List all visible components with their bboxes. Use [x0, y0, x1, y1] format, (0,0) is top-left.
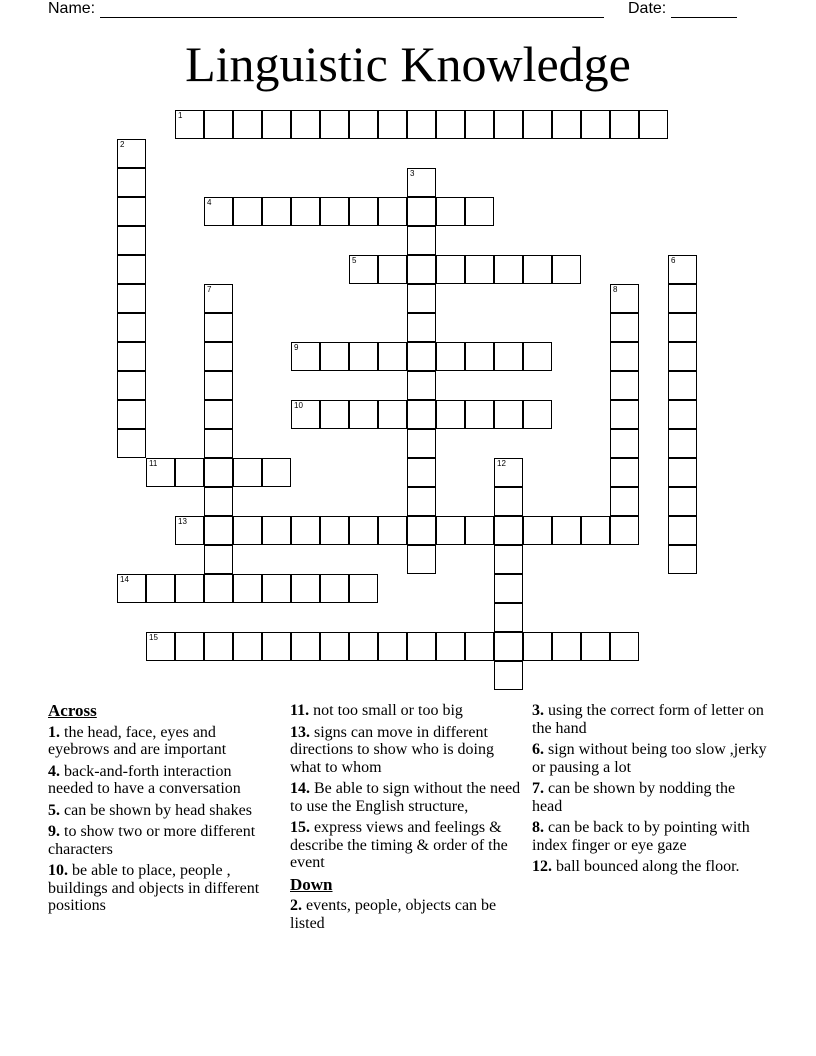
grid-cell[interactable]	[494, 632, 523, 661]
grid-cell[interactable]	[117, 226, 146, 255]
grid-cell[interactable]	[204, 197, 233, 226]
grid-cell[interactable]	[494, 487, 523, 516]
date-label: Date:	[628, 0, 667, 17]
grid-cell[interactable]	[407, 545, 436, 574]
grid-cell[interactable]	[494, 603, 523, 632]
grid-cell[interactable]	[291, 574, 320, 603]
grid-cell[interactable]	[204, 284, 233, 313]
grid-cell[interactable]	[349, 574, 378, 603]
clue-across-9: 9. to show two or more different characters	[48, 823, 256, 858]
grid-cell[interactable]	[465, 400, 494, 429]
cell-number: 3	[410, 169, 415, 178]
grid-cell[interactable]	[436, 110, 465, 139]
grid-cell[interactable]	[407, 400, 436, 429]
grid-cell[interactable]	[262, 516, 291, 545]
grid-cell[interactable]	[552, 110, 581, 139]
grid-cell[interactable]	[204, 516, 233, 545]
grid-cell[interactable]	[407, 458, 436, 487]
grid-cell[interactable]	[494, 110, 523, 139]
grid-cell[interactable]	[378, 516, 407, 545]
grid-cell[interactable]	[117, 400, 146, 429]
grid-cell[interactable]	[494, 342, 523, 371]
grid-cell[interactable]	[407, 255, 436, 284]
grid-cell[interactable]	[610, 516, 639, 545]
grid-cell[interactable]	[378, 110, 407, 139]
grid-cell[interactable]	[378, 400, 407, 429]
grid-cell[interactable]	[436, 400, 465, 429]
grid-cell[interactable]	[494, 545, 523, 574]
grid-cell[interactable]	[262, 110, 291, 139]
grid-cell[interactable]	[494, 516, 523, 545]
grid-cell[interactable]	[117, 342, 146, 371]
grid-cell[interactable]	[233, 458, 262, 487]
grid-cell[interactable]	[552, 632, 581, 661]
grid-cell[interactable]	[407, 110, 436, 139]
grid-cell[interactable]	[320, 574, 349, 603]
cell-number: 6	[671, 256, 676, 265]
clue-down-8: 8. can be back to by pointing with index finger or eye gaze	[532, 819, 750, 854]
grid-cell[interactable]	[610, 429, 639, 458]
grid-cell[interactable]	[668, 284, 697, 313]
grid-cell[interactable]	[407, 487, 436, 516]
grid-cell[interactable]	[117, 429, 146, 458]
grid-cell[interactable]	[494, 458, 523, 487]
grid-cell[interactable]	[436, 342, 465, 371]
grid-cell[interactable]	[523, 632, 552, 661]
cell-number: 5	[352, 256, 357, 265]
grid-cell[interactable]	[349, 342, 378, 371]
grid-cell[interactable]	[378, 632, 407, 661]
clue-down-12: 12. ball bounced along the floor.	[532, 858, 740, 875]
grid-cell[interactable]	[233, 632, 262, 661]
grid-cell[interactable]	[494, 574, 523, 603]
grid-cell[interactable]	[523, 255, 552, 284]
grid-cell[interactable]	[407, 197, 436, 226]
grid-cell[interactable]	[262, 574, 291, 603]
grid-cell[interactable]	[175, 632, 204, 661]
grid-cell[interactable]	[465, 342, 494, 371]
clues-column-2	[290, 702, 526, 936]
grid-cell[interactable]	[204, 400, 233, 429]
grid-cell[interactable]	[668, 487, 697, 516]
grid-cell[interactable]	[320, 197, 349, 226]
grid-cell[interactable]	[494, 661, 523, 690]
cell-number: 7	[207, 285, 212, 294]
across-heading: Across	[48, 701, 97, 720]
grid-cell[interactable]	[262, 197, 291, 226]
grid-cell[interactable]	[639, 110, 668, 139]
grid-cell[interactable]	[349, 516, 378, 545]
grid-cell[interactable]	[349, 255, 378, 284]
clue-across-11: 11. not too small or too big	[290, 702, 463, 719]
cell-number: 4	[207, 198, 212, 207]
grid-cell[interactable]	[552, 255, 581, 284]
grid-cell[interactable]	[349, 632, 378, 661]
grid-cell[interactable]	[581, 516, 610, 545]
grid-cell[interactable]	[436, 255, 465, 284]
grid-cell[interactable]	[552, 516, 581, 545]
grid-cell[interactable]	[175, 110, 204, 139]
grid-cell[interactable]	[523, 342, 552, 371]
grid-cell[interactable]	[320, 632, 349, 661]
grid-cell[interactable]	[465, 197, 494, 226]
grid-cell[interactable]	[204, 342, 233, 371]
clue-across-1: 1. the head, face, eyes and eyebrows and are important	[48, 723, 227, 758]
grid-cell[interactable]	[407, 284, 436, 313]
grid-cell[interactable]	[523, 516, 552, 545]
grid-cell[interactable]	[494, 400, 523, 429]
grid-cell[interactable]	[407, 313, 436, 342]
grid-cell[interactable]	[668, 516, 697, 545]
clue-across-15: 15. express views and feelings & describe the timing & order of the event	[290, 819, 508, 871]
cell-number: 2	[120, 140, 125, 149]
grid-cell[interactable]	[291, 197, 320, 226]
grid-cell[interactable]	[668, 255, 697, 284]
clues-column-3	[532, 702, 768, 880]
grid-cell[interactable]	[349, 400, 378, 429]
grid-cell[interactable]	[407, 168, 436, 197]
grid-cell[interactable]	[465, 516, 494, 545]
grid-cell[interactable]	[668, 400, 697, 429]
grid-cell[interactable]	[204, 574, 233, 603]
grid-cell[interactable]	[668, 313, 697, 342]
clue-across-14: 14. Be able to sign without the need to use the English structure,	[290, 780, 521, 815]
grid-cell[interactable]	[117, 139, 146, 168]
grid-cell[interactable]	[204, 458, 233, 487]
grid-cell[interactable]	[523, 110, 552, 139]
grid-cell[interactable]	[581, 110, 610, 139]
grid-cell[interactable]	[146, 458, 175, 487]
grid-cell[interactable]	[436, 632, 465, 661]
grid-cell[interactable]	[117, 574, 146, 603]
clue-across-5: 5. can be shown by head shakes	[48, 801, 252, 819]
grid-cell[interactable]	[233, 516, 262, 545]
clue-down-3: 3. using the correct form of letter on the hand	[532, 702, 764, 737]
cell-number: 9	[294, 343, 299, 352]
page-title: Linguistic Knowledge	[185, 36, 631, 92]
down-heading: Down	[290, 874, 333, 894]
cell-number: 10	[294, 401, 303, 410]
clues-column-1	[48, 702, 280, 919]
grid-cell[interactable]	[610, 110, 639, 139]
grid-cell[interactable]	[320, 110, 349, 139]
clue-across-4: 4. back-and-forth interaction needed to have a conversation	[48, 762, 241, 797]
grid-cell[interactable]	[610, 371, 639, 400]
grid-cell[interactable]	[233, 574, 262, 603]
grid-cell[interactable]	[117, 371, 146, 400]
grid-cell[interactable]	[233, 197, 262, 226]
grid-cell[interactable]	[262, 632, 291, 661]
grid-cell[interactable]	[581, 632, 610, 661]
cell-number: 12	[497, 459, 506, 468]
grid-cell[interactable]	[610, 487, 639, 516]
name-label: Name:	[48, 0, 96, 17]
grid-cell[interactable]	[175, 574, 204, 603]
grid-cell[interactable]	[233, 110, 262, 139]
grid-cell[interactable]	[146, 632, 175, 661]
grid-cell[interactable]	[494, 255, 523, 284]
cell-number: 8	[613, 285, 618, 294]
cell-number: 13	[178, 517, 187, 526]
grid-cell[interactable]	[349, 197, 378, 226]
grid-cell[interactable]	[465, 255, 494, 284]
clue-across-13: 13. signs can move in different directions to show who is doing what to whom	[290, 723, 494, 776]
grid-cell[interactable]	[117, 313, 146, 342]
grid-cell[interactable]	[320, 400, 349, 429]
cell-number: 15	[149, 633, 158, 642]
grid-cell[interactable]	[436, 516, 465, 545]
grid-cell[interactable]	[465, 632, 494, 661]
grid-cell[interactable]	[465, 110, 494, 139]
grid-cell[interactable]	[291, 516, 320, 545]
grid-cell[interactable]	[523, 400, 552, 429]
grid-cell[interactable]	[436, 197, 465, 226]
grid-cell[interactable]	[117, 168, 146, 197]
grid-cell[interactable]	[610, 632, 639, 661]
grid-cell[interactable]	[204, 429, 233, 458]
grid-cell[interactable]	[204, 371, 233, 400]
grid-cell[interactable]	[407, 632, 436, 661]
grid-cell[interactable]	[668, 429, 697, 458]
grid-cell[interactable]	[668, 545, 697, 574]
grid-cell[interactable]	[610, 313, 639, 342]
cell-number: 14	[120, 575, 129, 584]
grid-cell[interactable]	[204, 313, 233, 342]
clue-down-2: 2. events, people, objects can be listed	[290, 897, 497, 932]
grid-cell[interactable]	[175, 458, 204, 487]
grid-cell[interactable]	[320, 516, 349, 545]
grid-cell[interactable]	[117, 197, 146, 226]
grid-cell[interactable]	[610, 458, 639, 487]
grid-cell[interactable]	[204, 487, 233, 516]
clue-down-7: 7. can be shown by nodding the head	[532, 780, 736, 815]
grid-cell[interactable]	[204, 632, 233, 661]
grid-cell[interactable]	[146, 574, 175, 603]
grid-cell[interactable]	[291, 110, 320, 139]
grid-cell[interactable]	[349, 110, 378, 139]
grid-cell[interactable]	[610, 400, 639, 429]
grid-cell[interactable]	[204, 110, 233, 139]
grid-cell[interactable]	[262, 458, 291, 487]
grid-cell[interactable]	[668, 458, 697, 487]
grid-cell[interactable]	[291, 632, 320, 661]
grid-cell[interactable]	[291, 342, 320, 371]
grid-cell[interactable]	[407, 429, 436, 458]
grid-cell[interactable]	[668, 342, 697, 371]
grid-cell[interactable]	[407, 226, 436, 255]
grid-cell[interactable]	[407, 342, 436, 371]
grid-cell[interactable]	[117, 255, 146, 284]
grid-cell[interactable]	[378, 255, 407, 284]
grid-cell[interactable]	[117, 284, 146, 313]
grid-cell[interactable]	[610, 342, 639, 371]
grid-cell[interactable]	[610, 284, 639, 313]
grid-cell[interactable]	[407, 516, 436, 545]
clue-across-10: 10. be able to place, people , buildings and objects in different positions	[48, 862, 260, 914]
cell-number: 11	[149, 459, 158, 468]
grid-cell[interactable]	[320, 342, 349, 371]
grid-cell[interactable]	[378, 342, 407, 371]
cell-number: 1	[178, 111, 183, 120]
grid-cell[interactable]	[668, 371, 697, 400]
grid-cell[interactable]	[204, 545, 233, 574]
grid-cell[interactable]	[407, 371, 436, 400]
grid-cell[interactable]	[175, 516, 204, 545]
grid-cell[interactable]	[291, 400, 320, 429]
grid-cell[interactable]	[378, 197, 407, 226]
clue-down-6: 6. sign without being too slow ,jerky or pausing a lot	[532, 741, 767, 776]
